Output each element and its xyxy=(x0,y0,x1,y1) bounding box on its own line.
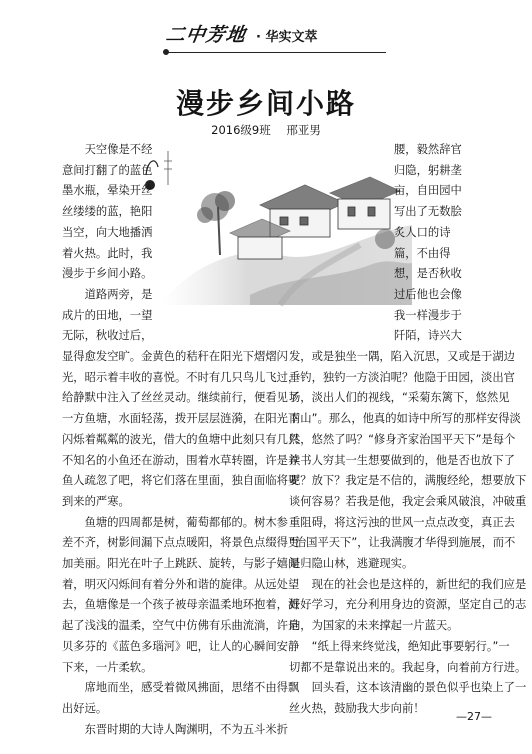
page-number: —27— xyxy=(456,710,492,723)
author-name: 邢亚男 xyxy=(286,123,321,137)
text-line: 漫步于乡间小路。 xyxy=(62,267,153,281)
section-name xyxy=(256,26,318,45)
text-line: 去，鱼塘像是一个孩子被母亲温柔地环抱着，溅 xyxy=(62,598,300,612)
section-title: 华实文萃 xyxy=(265,30,318,45)
text-line: 光，昭示着丰收的喜悦。不时有几只鸟儿飞过， xyxy=(62,370,300,384)
text-line: 我一样漫步于 xyxy=(394,308,462,322)
landscape-illustration xyxy=(130,145,412,305)
column-header xyxy=(166,26,386,60)
text-line: 然，悠然了吗？“修身齐家治国平天下”是每个 xyxy=(289,432,516,446)
text-line: 东晋时期的大诗人陶渊明，不为五斗米折 xyxy=(84,722,288,736)
body-right-column xyxy=(289,347,527,720)
text-line: 道路两旁，是 xyxy=(84,287,153,301)
text-line: 墨水瓶，晕染开丝 xyxy=(62,184,153,198)
text-line: 重阻碍，将这污浊的世风一点点改变，真正去 xyxy=(289,515,515,529)
text-line: 南山”。那么，他真的如诗中所写的那样安得淡 xyxy=(289,412,521,426)
text-line: 阡陌，诗兴大 xyxy=(394,329,462,343)
article-title: 漫步乡间小路 xyxy=(175,87,356,120)
byline xyxy=(0,122,532,138)
text-line: 丝火热，鼓励我大步向前！ xyxy=(289,701,425,715)
text-line: 好好学习，充分利用身边的资源，坚定自己的志 xyxy=(289,598,527,612)
text-line: 切都不是靠说出来的。我起身，向着前方行进。 xyxy=(289,660,527,674)
text-line: 回头看，这本该清幽的景色似乎也染上了一 xyxy=(311,681,527,695)
text-line: 天空像是不经 xyxy=(84,143,153,156)
text-line: 垂钓，独钓一方淡泊呢？他隐于田园，淡出官 xyxy=(289,370,515,384)
text-line: 向，为国家的未来撑起一片蓝天。 xyxy=(289,619,459,633)
text-line: 下来，一片柔软。 xyxy=(62,660,153,674)
text-line: 写出了无数脍 xyxy=(394,205,462,219)
text-line: 贝多芬的《蓝色多瑙河》吧，让人的心瞬间安静 xyxy=(62,639,300,653)
text-line: 给静默中注入了丝丝灵动。继续前行，便看见了 xyxy=(62,391,300,405)
text-line: 呢？放下？我定是不信的，满腹经纶，想要放下 xyxy=(289,474,527,488)
text-line: 显得愈发空旷。金黄色的秸秆在阳光下熠熠闪 xyxy=(62,350,288,363)
header-separator: · xyxy=(256,30,261,45)
header-dot xyxy=(163,49,169,55)
text-line: 不知名的小鱼还在游动，围着水草转圈，许是养 xyxy=(62,453,300,467)
text-line: 读书人穷其一生想要做到的，他是否也放下了 xyxy=(289,453,515,467)
text-line: 腰，毅然辞官 xyxy=(394,143,462,156)
text-line: 一方鱼塘，水面轻荡，拨开层层涟漪，在阳光下 xyxy=(62,412,300,426)
text-line: 成片的田地，一望 xyxy=(62,308,153,322)
author-class: 2016级9班 xyxy=(211,123,271,137)
text-line: 当空，向大地播洒 xyxy=(62,225,153,239)
text-line: 鱼人疏忽了吧，将它们落在里面，独自面临将要 xyxy=(62,474,300,488)
text-line: 着火热。此时，我 xyxy=(62,246,153,260)
text-line: 场，淡出人们的视线，“采菊东篱下，悠然见 xyxy=(289,391,510,405)
text-line: 归隐，躬耕垄 xyxy=(394,163,462,177)
text-line: 意间打翻了的蓝色 xyxy=(62,163,153,177)
text-line: “纸上得来终觉浅，绝知此事要躬行。”一 xyxy=(311,639,510,653)
text-line: 亩，自田园中 xyxy=(394,184,462,198)
text-line: 闪烁着粼粼的波光，借大的鱼塘中此刻只有几只 xyxy=(62,432,300,446)
text-line: 无际，秋收过后， xyxy=(62,329,153,343)
text-line: 现在的社会也是这样的，新世纪的我们应是 xyxy=(311,577,527,591)
text-line: 谈何容易？若我是他，我定会乘风破浪，冲破重 xyxy=(289,494,527,508)
text-line: 着，明灭闪烁间有着分外和谐的旋律。从远处望 xyxy=(62,577,300,591)
text-line: 丝缕缕的蓝，艳阳 xyxy=(62,205,153,219)
text-line: “治国平天下”，让我满腹才华得到施展，而不 xyxy=(289,536,516,550)
text-line: 炙人口的诗 xyxy=(394,225,451,239)
text-line: 出好远。 xyxy=(62,701,108,715)
text-line: 过后他也会像 xyxy=(394,287,462,301)
magazine-brand: 二中芳地 xyxy=(164,24,248,46)
header-rule xyxy=(166,52,386,53)
text-line: 席地而坐，感受着微风拂面，思绪不由得飘 xyxy=(84,681,300,695)
text-line: 是归隐山林，逃避现实。 xyxy=(289,557,414,571)
body-left-column xyxy=(62,347,300,740)
text-line: 起了浅浅的温柔，空气中仿佛有乐曲流淌，许是 xyxy=(62,619,300,633)
text-line: 鱼塘的四周都是树，葡萄都郁的。树木参 xyxy=(84,515,288,529)
text-line: 加美丽。阳光在叶子上跳跃、旋转，与影子嬉闹 xyxy=(62,557,300,571)
wrap-text-left xyxy=(62,140,166,347)
wrap-text-right xyxy=(394,140,494,347)
text-line: 差不齐，树影间漏下点点暖阳，将景色点缀得更 xyxy=(62,536,300,550)
text-line: 想，是否秋收 xyxy=(394,267,462,281)
text-line: 到来的严寒。 xyxy=(62,494,130,508)
text-line: 发，或是独坐一隅，陷入沉思，又或是于湖边 xyxy=(289,350,515,363)
text-line: 篇，不由得 xyxy=(394,246,451,260)
